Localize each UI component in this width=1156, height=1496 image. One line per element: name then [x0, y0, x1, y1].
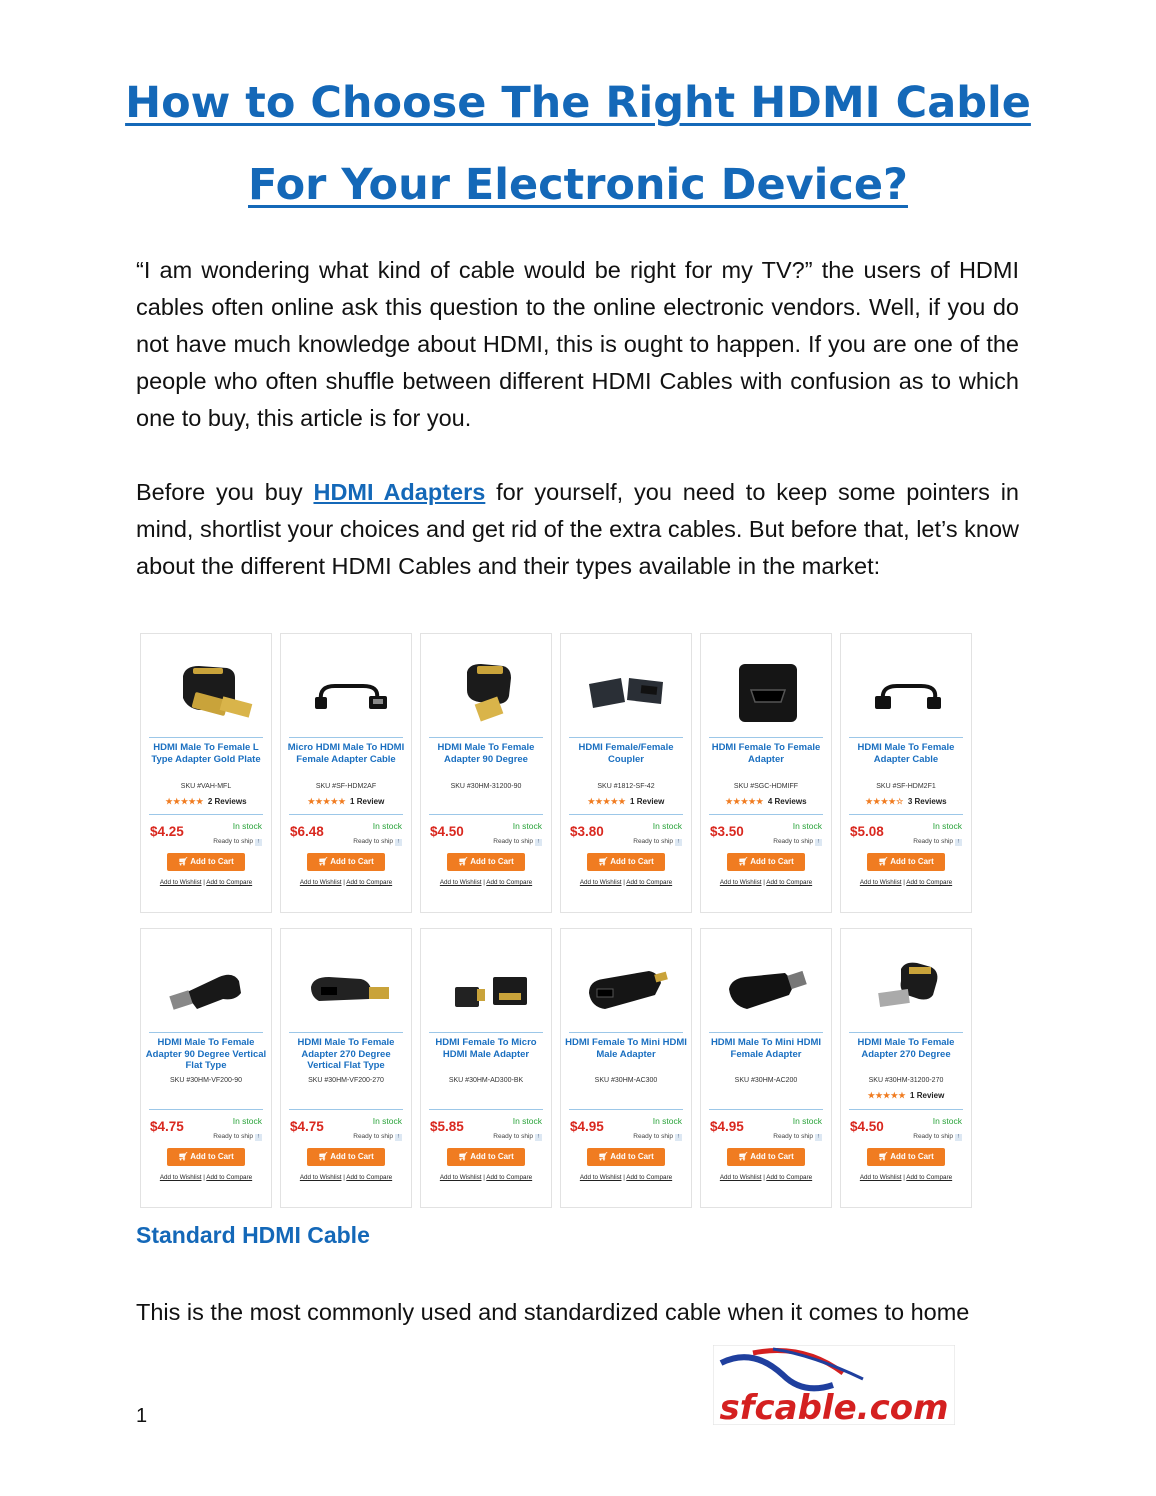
cart-icon: 🛒︎ — [458, 1152, 471, 1161]
card-links: Add to Wishlist | Add to Compare — [859, 1174, 953, 1181]
rating-stars-icon: ★★★★☆ — [865, 797, 904, 806]
cart-icon: 🛒︎ — [598, 1152, 611, 1161]
ready-to-ship: Ready to ship ! — [633, 1133, 682, 1141]
add-to-cart-button[interactable]: 🛒︎ Add to Cart — [727, 853, 805, 871]
add-to-compare-link[interactable]: Add to Compare — [206, 879, 253, 886]
product-card[interactable] — [560, 633, 692, 913]
add-to-cart-button[interactable]: 🛒︎ Add to Cart — [727, 1148, 805, 1166]
hdmi-90-degree-adapter-image[interactable] — [429, 642, 543, 732]
product-price: $5.08 — [850, 824, 884, 839]
info-icon[interactable]: ! — [955, 839, 962, 846]
product-name[interactable]: HDMI Male To Female Adapter 90 Degree Vertical Flat Type — [145, 1037, 267, 1071]
hdmi-l-type-adapter-image[interactable] — [149, 642, 263, 732]
add-to-wishlist-link[interactable]: Add to Wishlist — [159, 1174, 202, 1181]
cart-icon: 🛒︎ — [318, 1152, 331, 1161]
card-links: Add to Wishlist | Add to Compare — [719, 879, 813, 886]
product-name[interactable]: HDMI Male To Female Adapter 90 Degree — [437, 742, 535, 765]
add-to-cart-button[interactable]: 🛒︎ Add to Cart — [307, 853, 385, 871]
cart-icon: 🛒︎ — [878, 857, 891, 866]
product-card[interactable] — [700, 633, 832, 913]
product-price: $4.75 — [150, 1119, 184, 1134]
product-rating[interactable] — [841, 797, 971, 806]
cart-icon: 🛒︎ — [878, 1152, 891, 1161]
product-name[interactable]: HDMI Male To Female Adapter Cable — [857, 742, 955, 765]
ready-to-ship: Ready to ship ! — [773, 838, 822, 846]
paragraph-text-after: for yourself, you need to keep some pointers in mind, shortlist your choices and get rid of the extra cables. But before that, let’s know about the different HDMI Cables and their types available in the market: — [136, 479, 1019, 579]
product-price: $4.75 — [290, 1119, 324, 1134]
add-to-cart-button[interactable]: 🛒︎ Add to Cart — [307, 1148, 385, 1166]
product-rating[interactable] — [841, 1091, 971, 1100]
product-card[interactable] — [420, 928, 552, 1208]
product-name[interactable]: HDMI Male To Female Adapter 270 Degree Vertical Flat Type — [297, 1037, 395, 1071]
product-rating[interactable] — [281, 797, 411, 806]
product-price: $3.50 — [710, 824, 744, 839]
rating-stars-icon: ★★★★★ — [587, 797, 627, 806]
add-to-compare-link[interactable]: Add to Compare — [486, 879, 533, 886]
review-count: 4 Reviews — [767, 797, 807, 806]
add-to-wishlist-link[interactable]: Add to Wishlist — [859, 879, 902, 886]
add-to-compare-link[interactable]: Add to Compare — [766, 1174, 813, 1181]
add-to-wishlist-link[interactable]: Add to Wishlist — [439, 1174, 482, 1181]
section-heading: Standard HDMI Cable — [136, 1222, 370, 1248]
page-title-line-1[interactable]: How to Choose The Right HDMI Cable — [125, 78, 1031, 128]
cart-icon: 🛒︎ — [738, 857, 751, 866]
add-to-compare-link[interactable]: Add to Compare — [206, 1174, 253, 1181]
ready-to-ship: Ready to ship ! — [913, 838, 962, 846]
add-to-cart-button[interactable]: 🛒︎ Add to Cart — [587, 853, 665, 871]
product-sku: SKU #30HM-AD300-BK — [448, 1077, 524, 1084]
add-to-cart-button[interactable]: 🛒︎ Add to Cart — [867, 1148, 945, 1166]
hdmi-90-degree-flat-adapter-image[interactable] — [149, 937, 263, 1027]
info-icon[interactable]: ! — [535, 839, 542, 846]
stock-status: In stock — [232, 821, 262, 831]
hdmi-to-mini-adapter-image[interactable] — [709, 937, 823, 1027]
product-card[interactable] — [280, 928, 412, 1208]
product-name[interactable]: HDMI Female To Mini HDMI Male Adapter — [565, 1037, 687, 1060]
card-links: Add to Wishlist | Add to Compare — [719, 1174, 813, 1181]
add-to-compare-link[interactable]: Add to Compare — [766, 879, 813, 886]
card-links: Add to Wishlist | Add to Compare — [299, 1174, 393, 1181]
product-price: $3.80 — [570, 824, 604, 839]
product-rating[interactable] — [561, 797, 691, 806]
hdmi-270-degree-flat-adapter-image[interactable] — [289, 937, 403, 1027]
micro-hdmi-adapter-image[interactable] — [429, 937, 543, 1027]
product-card[interactable] — [840, 928, 972, 1208]
add-to-compare-link[interactable]: Add to Compare — [626, 879, 673, 886]
add-to-wishlist-link[interactable]: Add to Wishlist — [299, 879, 342, 886]
card-links: Add to Wishlist | Add to Compare — [439, 1174, 533, 1181]
micro-hdmi-cable-image[interactable] — [289, 642, 403, 732]
add-to-cart-button[interactable]: 🛒︎ Add to Cart — [447, 853, 525, 871]
add-to-wishlist-link[interactable]: Add to Wishlist — [159, 879, 202, 886]
add-to-wishlist-link[interactable]: Add to Wishlist — [859, 1174, 902, 1181]
product-card[interactable] — [560, 928, 692, 1208]
info-icon[interactable]: ! — [955, 1134, 962, 1141]
cart-icon: 🛒︎ — [458, 857, 471, 866]
review-count: 1 Review — [630, 797, 665, 806]
product-price: $4.25 — [150, 824, 184, 839]
page-number: 1 — [136, 1405, 148, 1427]
cart-icon: 🛒︎ — [598, 857, 611, 866]
product-sku: SKU #VAH-MFL — [180, 783, 232, 790]
card-links: Add to Wishlist | Add to Compare — [859, 879, 953, 886]
product-name[interactable]: Micro HDMI Male To HDMI Female Adapter Cable — [287, 742, 405, 765]
cart-icon: 🛒︎ — [318, 857, 331, 866]
rating-stars-icon: ★★★★★ — [307, 797, 347, 806]
info-icon[interactable]: ! — [815, 1134, 822, 1141]
ready-to-ship: Ready to ship ! — [353, 1133, 402, 1141]
hdmi-female-female-adapter-image[interactable] — [709, 642, 823, 732]
ready-to-ship: Ready to ship ! — [913, 1133, 962, 1141]
product-name[interactable]: HDMI Female To Female Adapter — [711, 742, 821, 765]
adapters-paragraph — [136, 474, 1019, 585]
rating-stars-icon: ★★★★★ — [725, 797, 764, 806]
product-sku: SKU #SF-HDM2F1 — [876, 783, 936, 790]
page-title-line-2[interactable]: For Your Electronic Device? — [248, 160, 908, 210]
product-price: $4.95 — [710, 1119, 744, 1134]
product-sku: SKU #30HM-AC300 — [594, 1077, 658, 1084]
product-price: $6.48 — [290, 824, 324, 839]
ready-to-ship: Ready to ship ! — [213, 838, 262, 846]
add-to-cart-button[interactable]: 🛒︎ Add to Cart — [447, 1148, 525, 1166]
info-icon[interactable]: ! — [255, 839, 262, 846]
product-sku: SKU #1812-SF-42 — [597, 783, 655, 790]
info-icon[interactable]: ! — [815, 839, 822, 846]
product-sku: SKU #SGC-HDMIFF — [733, 783, 799, 790]
product-card[interactable] — [840, 633, 972, 913]
add-to-wishlist-link[interactable]: Add to Wishlist — [579, 1174, 622, 1181]
cart-icon: 🛒︎ — [178, 857, 191, 866]
add-to-wishlist-link[interactable]: Add to Wishlist — [719, 1174, 762, 1181]
card-links: Add to Wishlist | Add to Compare — [159, 879, 253, 886]
product-rating[interactable] — [141, 797, 271, 806]
ready-to-ship: Ready to ship ! — [213, 1133, 262, 1141]
stock-status: In stock — [932, 821, 962, 831]
stock-status: In stock — [512, 1116, 542, 1126]
add-to-wishlist-link[interactable]: Add to Wishlist — [299, 1174, 342, 1181]
info-icon[interactable]: ! — [675, 1134, 682, 1141]
add-to-wishlist-link[interactable]: Add to Wishlist — [719, 879, 762, 886]
rating-stars-icon: ★★★★★ — [867, 1091, 907, 1100]
info-icon[interactable]: ! — [675, 839, 682, 846]
add-to-compare-link[interactable]: Add to Compare — [626, 1174, 673, 1181]
ready-to-ship: Ready to ship ! — [353, 838, 402, 846]
product-price: $4.95 — [570, 1119, 604, 1134]
info-icon[interactable]: ! — [535, 1134, 542, 1141]
card-links: Add to Wishlist | Add to Compare — [159, 1174, 253, 1181]
intro-paragraph: “I am wondering what kind of cable would be right for my TV?” the users of HDMI cables often online ask this question to the online electronic vendors. Well, if you do not have much knowledge about HDMI, this is ought to happen. If you are one of the people who often shuffle between different HDMI Cables with confusion as to which one to buy, this article is for you. — [136, 257, 1019, 431]
stock-status: In stock — [372, 1116, 402, 1126]
card-links: Add to Wishlist | Add to Compare — [579, 879, 673, 886]
hdmi-adapter-cable-image[interactable] — [849, 642, 963, 732]
add-to-cart-button[interactable]: 🛒︎ Add to Cart — [587, 1148, 665, 1166]
add-to-cart-button[interactable]: 🛒︎ Add to Cart — [167, 1148, 245, 1166]
hdmi-adapters-link[interactable]: HDMI Adapters — [313, 479, 486, 505]
product-name[interactable]: HDMI Male To Female L Type Adapter Gold Plate — [151, 742, 261, 765]
product-sku: SKU #SF-HDM2AF — [315, 783, 377, 790]
review-count: 2 Reviews — [207, 797, 247, 806]
card-links: Add to Wishlist | Add to Compare — [579, 1174, 673, 1181]
product-card[interactable] — [700, 928, 832, 1208]
info-icon[interactable]: ! — [395, 1134, 402, 1141]
add-to-cart-button[interactable]: 🛒︎ Add to Cart — [167, 853, 245, 871]
product-name[interactable]: HDMI Female To Micro HDMI Male Adapter — [435, 1037, 537, 1060]
product-sku: SKU #30HM-31200-90 — [450, 783, 522, 790]
stock-status: In stock — [792, 1116, 822, 1126]
logo-text: sfcable.com — [719, 1388, 949, 1425]
review-count: 1 Review — [350, 797, 385, 806]
add-to-wishlist-link[interactable]: Add to Wishlist — [579, 879, 622, 886]
stock-status: In stock — [232, 1116, 262, 1126]
add-to-compare-link[interactable]: Add to Compare — [906, 1174, 953, 1181]
review-count: 3 Reviews — [907, 797, 947, 806]
info-icon[interactable]: ! — [255, 1134, 262, 1141]
product-price: $4.50 — [430, 824, 464, 839]
ready-to-ship: Ready to ship ! — [493, 838, 542, 846]
product-sku: SKU #30HM-VF200-270 — [308, 1077, 384, 1084]
product-name[interactable]: HDMI Male To Mini HDMI Female Adapter — [710, 1037, 822, 1060]
product-card[interactable] — [140, 928, 272, 1208]
product-card[interactable] — [280, 633, 412, 913]
stock-status: In stock — [652, 1116, 682, 1126]
ready-to-ship: Ready to ship ! — [493, 1133, 542, 1141]
paragraph-text-before: Before you buy — [136, 479, 314, 505]
product-rating[interactable] — [701, 797, 831, 806]
stock-status: In stock — [512, 821, 542, 831]
add-to-cart-button[interactable]: 🛒︎ Add to Cart — [867, 853, 945, 871]
cart-icon: 🛒︎ — [738, 1152, 751, 1161]
product-name[interactable]: HDMI Male To Female Adapter 270 Degree — [857, 1037, 955, 1060]
stock-status: In stock — [652, 821, 682, 831]
product-sku: SKU #30HM-31200-270 — [868, 1077, 944, 1084]
product-card[interactable] — [420, 633, 552, 913]
sfcable-logo — [713, 1345, 955, 1425]
product-price: $5.85 — [430, 1119, 464, 1134]
ready-to-ship: Ready to ship ! — [773, 1133, 822, 1141]
standard-cable-paragraph: This is the most commonly used and standardized cable when it comes to home — [136, 1299, 970, 1325]
hdmi-270-degree-adapter-image[interactable] — [849, 937, 963, 1027]
add-to-compare-link[interactable]: Add to Compare — [486, 1174, 533, 1181]
card-links: Add to Wishlist | Add to Compare — [439, 879, 533, 886]
info-icon[interactable]: ! — [395, 839, 402, 846]
stock-status: In stock — [792, 821, 822, 831]
stock-status: In stock — [932, 1116, 962, 1126]
product-card[interactable] — [140, 633, 272, 913]
card-links: Add to Wishlist | Add to Compare — [299, 879, 393, 886]
add-to-compare-link[interactable]: Add to Compare — [346, 879, 393, 886]
product-sku: SKU #30HM-AC200 — [734, 1077, 798, 1084]
hdmi-coupler-image[interactable] — [569, 642, 683, 732]
stock-status: In stock — [372, 821, 402, 831]
rating-stars-icon: ★★★★★ — [165, 797, 204, 806]
add-to-compare-link[interactable]: Add to Compare — [346, 1174, 393, 1181]
ready-to-ship: Ready to ship ! — [633, 838, 682, 846]
product-sku: SKU #30HM-VF200-90 — [170, 1077, 242, 1084]
add-to-compare-link[interactable]: Add to Compare — [906, 879, 953, 886]
review-count: 1 Review — [910, 1091, 945, 1100]
cart-icon: 🛒︎ — [178, 1152, 191, 1161]
product-name[interactable]: HDMI Female/Female Coupler — [578, 742, 674, 765]
add-to-wishlist-link[interactable]: Add to Wishlist — [439, 879, 482, 886]
product-price: $4.50 — [850, 1119, 884, 1134]
mini-hdmi-adapter-image[interactable] — [569, 937, 683, 1027]
